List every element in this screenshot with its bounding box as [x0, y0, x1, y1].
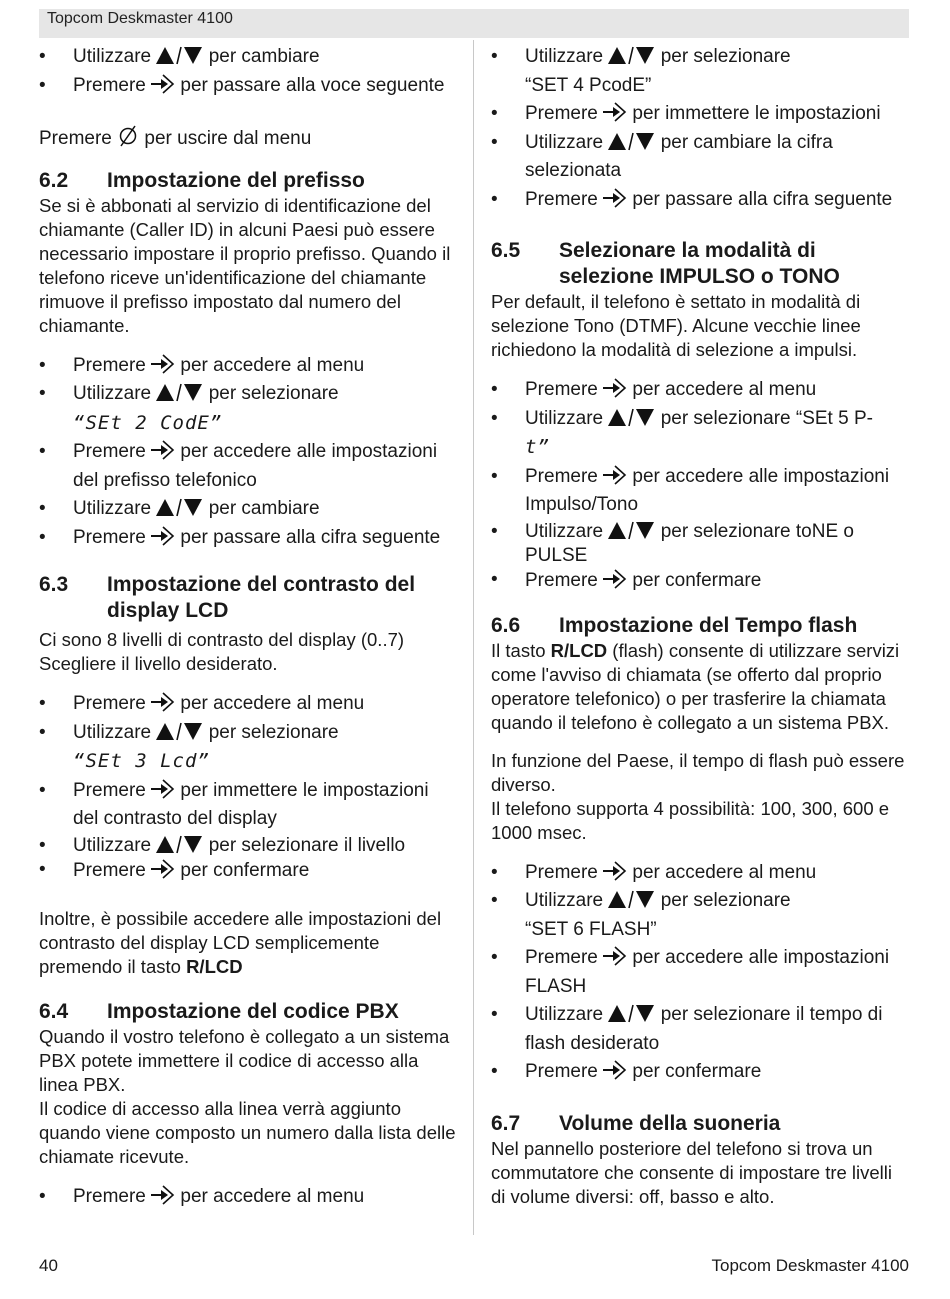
list-item: • Premere per accedere alle impostazioni FLASH: [491, 947, 890, 997]
list-item: • Premere per confermare: [39, 858, 310, 881]
enter-arrow-icon: [603, 1059, 627, 1081]
list-item: • Utilizzare per selezionare “SEt 3 Lcd”: [39, 721, 339, 772]
up-down-arrows-icon: [608, 407, 655, 428]
page-header: [39, 9, 909, 38]
list-item: • Utilizzare per cambiare: [39, 43, 459, 72]
up-down-arrows-icon: [608, 131, 655, 152]
left-column: [39, 43, 459, 1211]
section-heading: 6.4 Impostazione del codice PBX: [39, 999, 399, 1023]
section-heading: 6.2 Impostazione del prefisso: [39, 168, 365, 192]
list-item: • Premere per accedere alle impostazioni del prefisso telefonico: [39, 441, 438, 491]
enter-arrow-icon: [603, 101, 627, 123]
paragraph: Inoltre, è possibile accedere alle impostazioni del contrasto del display LCD semplicemente premendo il tasto R/LCD: [39, 907, 442, 977]
column-divider: [473, 40, 474, 1235]
list-item: • Premere per accedere al menu: [39, 693, 365, 714]
up-down-arrows-icon: [608, 889, 655, 910]
up-down-arrows-icon: [156, 497, 203, 518]
enter-arrow-icon: [603, 464, 627, 486]
enter-arrow-icon: [151, 858, 175, 880]
up-down-arrows-icon: [608, 1003, 655, 1024]
list-item: • Premere per passare alla cifra seguente: [39, 526, 441, 548]
enter-arrow-icon: [151, 525, 175, 547]
list-item: • Premere per accedere alle impostazioni Impulso/Tono: [491, 465, 890, 515]
enter-arrow-icon: [603, 568, 627, 590]
enter-arrow-icon: [603, 860, 627, 882]
list-item: • Utilizzare per selezionare “SEt 2 CodE”: [39, 383, 339, 434]
enter-arrow-icon: [151, 439, 175, 461]
section-heading: 6.6 Impostazione del Tempo flash: [491, 613, 858, 637]
list-item: • Premere per immettere le impostazioni: [491, 103, 881, 124]
up-down-arrows-icon: [608, 45, 655, 66]
list-item: • Premere per passare alla cifra seguente: [491, 188, 893, 210]
header-title: Topcom Deskmaster 4100: [47, 10, 233, 27]
paragraph: Quando il vostro telefono è collegato a un sistema PBX potete immettere il codice di accesso alla linea PBX.: [39, 1025, 450, 1095]
paragraph: Nel pannello posteriore del telefono si trova un commutatore che consente di impostare tre livelli di volume diversi: off, basso e alto.: [491, 1137, 893, 1207]
paragraph: Ci sono 8 livelli di contrasto del display (0..7) Scegliere il livello desiderato.: [39, 629, 405, 674]
page-number: 40: [39, 1256, 58, 1275]
enter-arrow-icon: [151, 73, 175, 95]
list-item: • Premere per accedere al menu: [39, 354, 365, 376]
section-heading: 6.7 Volume della suoneria: [491, 1111, 781, 1135]
paragraph: Il codice di accesso alla linea verrà aggiunto quando viene composto un numero dalla lista delle chiamate ricevute.: [39, 1097, 456, 1167]
list-item: • Premere per accedere al menu: [39, 1185, 365, 1207]
list-item: • Utilizzare per selezionare “SET 4 PcodE”: [491, 46, 791, 96]
section-heading: 6.3 Impostazione del contrasto del display LCD: [39, 573, 416, 622]
list-item: • Premere per accedere al menu: [491, 861, 817, 883]
list-item: • Utilizzare per selezionare “SEt 5 P- t”: [491, 407, 873, 458]
up-down-arrows-icon: [156, 382, 203, 403]
list-item: • Utilizzare per selezionare “SET 6 FLASH”: [491, 890, 791, 940]
enter-arrow-icon: [603, 945, 627, 967]
list-item: • Premere per passare alla voce seguente: [39, 74, 445, 96]
list-item: • Utilizzare per cambiare la cifra selezionata: [491, 131, 833, 181]
paragraph: Se si è abbonati al servizio di identificazione del chiamante (Caller ID) in alcuni Paesi può essere necessario impostare il proprio prefisso. Quando il telefono riceve un'identificazione del chiamante rimuove il prefisso impostato dal numero del chiamante.: [39, 194, 451, 336]
paragraph: In funzione del Paese, il tempo di flash può essere diverso.: [491, 749, 905, 795]
enter-arrow-icon: [603, 187, 627, 209]
list-item: • Premere per confermare: [491, 568, 762, 591]
enter-arrow-icon: [151, 778, 175, 800]
paragraph: Il tasto R/LCD (flash) consente di utilizzare servizi come l'avviso di chiamata (se offerto dal proprio operatore telefonico) o per trasferire la chiamata quando il telefono è collegato a un sistema PBX.: [491, 639, 900, 733]
list-item: • Premere per immettere le impostazioni del contrasto del display: [39, 779, 429, 829]
bullet: •: [39, 46, 46, 67]
up-down-arrows-icon: [156, 45, 203, 66]
list-item: • Utilizzare per cambiare: [39, 498, 320, 519]
right-column: [491, 43, 911, 1209]
enter-arrow-icon: [151, 1184, 175, 1206]
footer-product: Topcom Deskmaster 4100: [711, 1256, 909, 1275]
empty-set-exit-icon: [117, 124, 139, 148]
lcd-code: “SEt 2 CodE”: [73, 411, 223, 434]
up-down-arrows-icon: [156, 834, 203, 855]
up-down-arrows-icon: [156, 721, 203, 742]
enter-arrow-icon: [151, 353, 175, 375]
list-item: • Utilizzare per selezionare il livello: [39, 834, 406, 856]
enter-arrow-icon: [151, 691, 175, 713]
list-item: • Utilizzare per selezionare toNE o PULSE: [491, 520, 854, 566]
paragraph: Per default, il telefono è settato in modalità di selezione Tono (DTMF). Alcune vecchie linee richiedono la modalità di selezione a impulsi.: [491, 291, 861, 360]
enter-arrow-icon: [603, 377, 627, 399]
lcd-code: “SEt 3 Lcd”: [73, 750, 210, 772]
section-heading: 6.5 Selezionare la modalità di selezione IMPULSO o TONO: [491, 239, 840, 288]
paragraph: Il telefono supporta 4 possibilità: 100, 300, 600 e 1000 msec.: [491, 797, 890, 843]
list-item: • Utilizzare per selezionare il tempo di flash desiderato: [491, 1004, 883, 1054]
up-down-arrows-icon: [608, 520, 655, 541]
list-item: • Premere per confermare: [491, 1061, 762, 1082]
lcd-code: t”: [525, 436, 550, 458]
list-item: • Premere per accedere al menu: [491, 379, 817, 400]
exit-instruction: Premere per uscire dal menu: [39, 124, 459, 154]
